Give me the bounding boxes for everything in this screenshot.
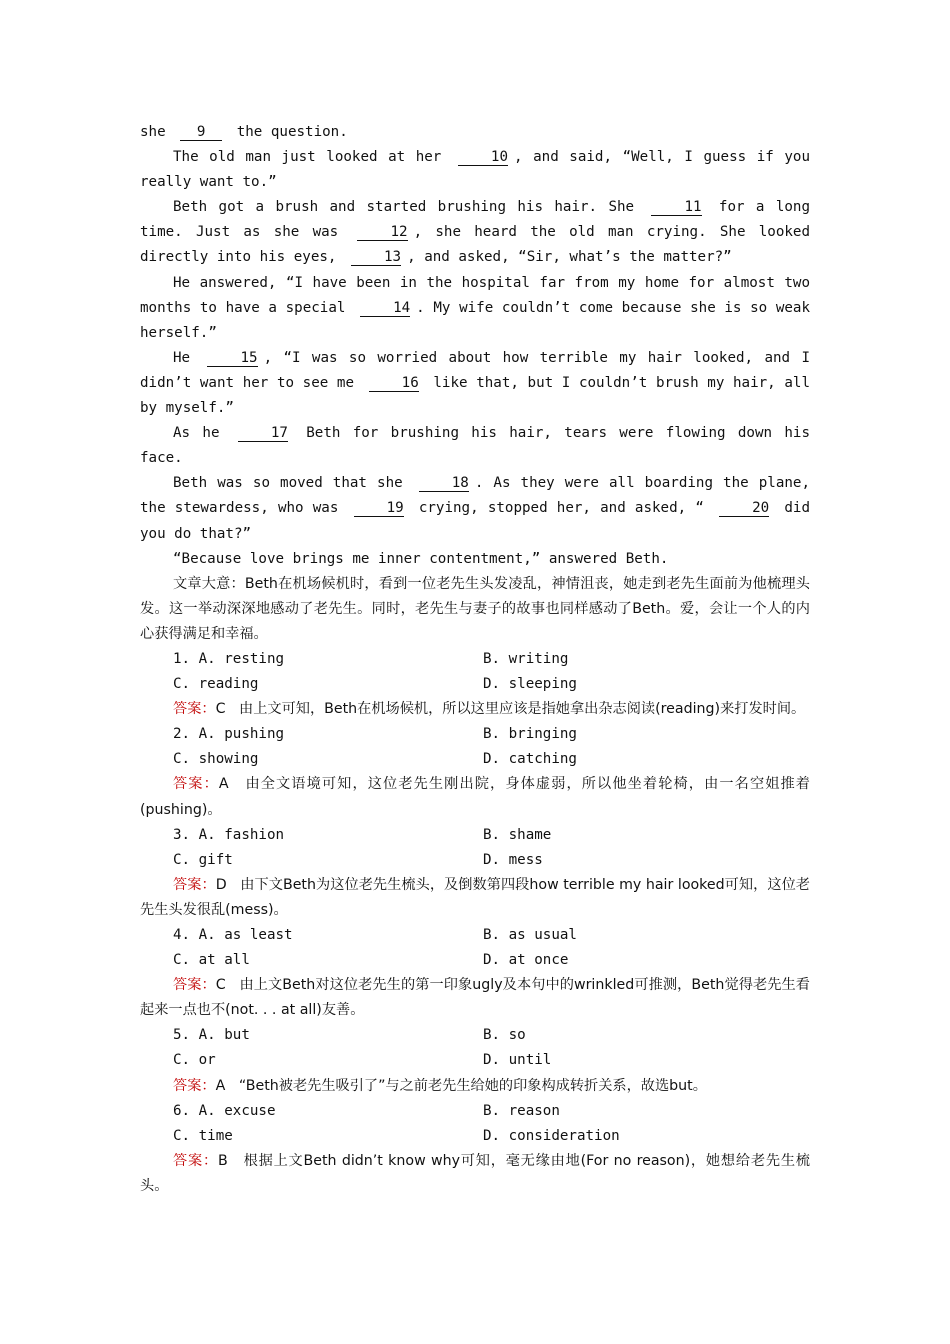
answer-label: 答案： (173, 977, 216, 994)
option-b: B. reason (483, 1102, 560, 1119)
option-row (140, 1124, 810, 1149)
explanation-text: 由下文Beth为这位老先生梳头，及倒数第四段how terrible my hair looked可知，这位老先生头发很乱(mess)。 (140, 876, 810, 918)
option-b: B. shame (483, 826, 552, 843)
passage-paragraph (140, 195, 810, 270)
option-row (140, 1023, 810, 1048)
explanation-text: 由上文Beth对这位老先生的第一印象ugly及本句中的wrinkled可推测，Beth觉得老先生看起来一点也不(not. . . at all)友善。 (140, 977, 810, 1019)
answer-label: 答案： (173, 876, 216, 893)
passage-line (140, 120, 810, 145)
blank-17: 17 (238, 425, 288, 442)
explanation-text: “Beth被老先生吸引了”与之前老先生给她的印象构成转折关系，故选but。 (238, 1077, 707, 1094)
text: He answered, “I have been in the hospital far from my home for almost two months to have a special (140, 274, 810, 316)
option-d: D. mess (483, 851, 543, 868)
option-c: C. time (173, 1127, 233, 1144)
option-c: C. reading (173, 676, 259, 693)
answer-label: 答案： (173, 1077, 216, 1094)
text: the question. (236, 124, 348, 140)
option-c: C. showing (173, 751, 259, 768)
answer-label: 答案： (173, 1152, 218, 1169)
option-row (140, 647, 810, 672)
text: Beth for brushing his hair, tears were flowing down his face. (140, 425, 810, 467)
blank-12: 12 (357, 224, 407, 241)
option-b: B. as usual (483, 927, 577, 943)
option-row (140, 848, 810, 873)
text: for a long time. Just as she was (140, 199, 810, 241)
option-b: B. bringing (483, 726, 577, 743)
answer-key: C (215, 977, 226, 994)
explanation-text: 由全文语境可知，这位老先生刚出院，身体虚弱，所以他坐着轮椅，由一名空姐推着(pushing)。 (140, 776, 810, 818)
blank-16: 16 (369, 375, 419, 392)
text: she (140, 124, 166, 140)
option-row (140, 672, 810, 697)
option-row (140, 722, 810, 747)
text: crying, stopped her, and asked, “ (418, 500, 704, 517)
passage-paragraph (140, 346, 810, 421)
option-d: D. consideration (483, 1127, 620, 1144)
blank-18: 18 (419, 475, 469, 492)
answer-explanation (140, 973, 810, 1023)
explanation-text: 根据上文Beth didn’t know why可知，毫无缘由地(For no reason)，她想给老先生梳头。 (140, 1152, 810, 1194)
option-row (140, 948, 810, 973)
explanation-text: 由上文可知，Beth在机场候机，所以这里应该是指她拿出杂志阅读(reading)来打发时间。 (239, 701, 806, 718)
document-page (140, 120, 810, 1199)
text: , “I was so worried about how terrible my hair looked, and I didn’t want her to see me (140, 349, 810, 391)
answer-key: B (217, 1152, 228, 1169)
option-row (140, 1048, 810, 1073)
blank-15: 15 (207, 350, 257, 367)
answer-explanation (140, 697, 810, 722)
question-list (140, 647, 810, 1199)
option-a: 2. A. pushing (173, 726, 285, 743)
option-a: 4. A. as least (173, 927, 293, 943)
answer-key: C (215, 701, 226, 718)
text: , and asked, “Sir, what’s the matter?” (407, 249, 732, 266)
answer-key: A (218, 776, 229, 793)
blank-9: 9 (180, 124, 222, 141)
answer-label: 答案： (173, 776, 219, 793)
passage-paragraph (140, 145, 810, 195)
option-a: 1. A. resting (173, 650, 285, 667)
blank-13: 13 (351, 249, 401, 266)
answer-key: A (215, 1077, 226, 1094)
text: . As they were all boarding the plane, the stewardess, who was (140, 475, 810, 517)
option-b: B. writing (483, 650, 569, 667)
option-d: D. at once (483, 952, 569, 969)
option-a: 3. A. fashion (173, 826, 285, 843)
option-a: 5. A. but (173, 1027, 250, 1044)
text: Beth was so moved that she (173, 475, 403, 492)
answer-explanation (140, 873, 810, 923)
option-row (140, 823, 810, 848)
option-b: B. so (483, 1027, 526, 1044)
blank-19: 19 (354, 500, 404, 517)
text: , and said, “Well, I guess if you really want to.” (140, 149, 811, 191)
text: , she heard the old man crying. She looked directly into his eyes, (140, 224, 811, 266)
answer-explanation (140, 772, 810, 822)
text: did you do that?” (140, 500, 811, 542)
answer-explanation (140, 1074, 810, 1099)
blank-14: 14 (360, 300, 410, 317)
text: Beth got a brush and started brushing his hair. She (173, 199, 635, 216)
option-a: 6. A. excuse (173, 1102, 276, 1119)
blank-20: 20 (719, 500, 769, 517)
text: like that, but I couldn’t brush my hair, all by myself.” (140, 374, 810, 417)
passage-paragraph (140, 271, 810, 346)
text: As he (173, 425, 220, 442)
option-row (140, 747, 810, 772)
text: The old man just looked at her (173, 149, 442, 166)
passage-paragraph (140, 421, 810, 471)
text: . My wife couldn’t come because she is so weak herself.” (140, 299, 811, 341)
option-d: D. catching (483, 751, 577, 768)
answer-label: 答案： (173, 701, 216, 718)
answer-key: D (215, 876, 227, 893)
option-d: D. until (483, 1052, 552, 1069)
blank-10: 10 (458, 149, 508, 166)
text: He (173, 349, 191, 366)
answer-explanation (140, 1149, 810, 1199)
option-d: D. sleeping (483, 676, 577, 693)
passage-paragraph (140, 471, 810, 546)
option-row (140, 1099, 810, 1124)
summary-paragraph: 文章大意：Beth在机场候机时，看到一位老先生头发凌乱，神情沮丧，她走到老先生面前为他梳理头发。这一举动深深地感动了老先生。同时，老先生与妻子的故事也同样感动了Beth。爱，会让一个人的内心获得满足和幸福。 (140, 575, 810, 642)
blank-11: 11 (651, 199, 701, 216)
option-c: C. gift (173, 851, 233, 868)
option-c: C. or (173, 1052, 216, 1069)
passage-paragraph: “Because love brings me inner contentment,” answered Beth. (173, 550, 669, 567)
option-row (140, 923, 810, 948)
option-c: C. at all (173, 952, 250, 969)
